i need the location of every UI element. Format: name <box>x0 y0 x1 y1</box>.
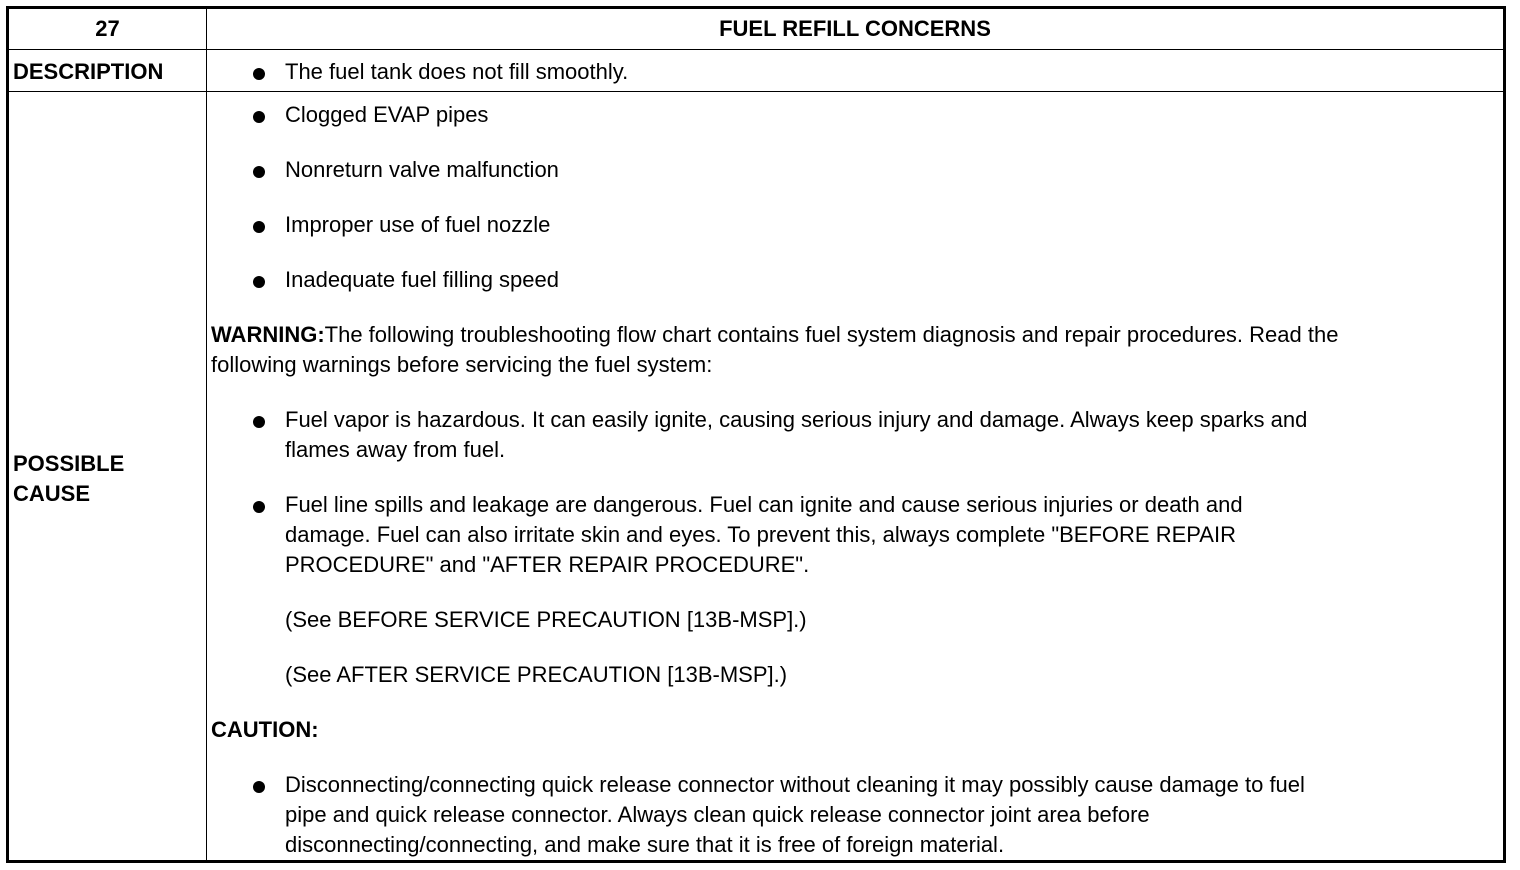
bullet-icon <box>253 501 265 513</box>
warning-text: following warnings before servicing the fuel system: <box>211 352 713 377</box>
troubleshooting-number: 27 <box>95 16 120 41</box>
cause-item: Improper use of fuel nozzle <box>285 212 551 237</box>
description-item: The fuel tank does not fill smoothly. <box>285 59 629 84</box>
warning-item: Fuel vapor is hazardous. It can easily ignite, causing serious injury and damage. Always keep sparks and flames away from fuel. <box>285 407 1308 462</box>
possible-cause-content <box>207 9 1503 860</box>
description-label: DESCRIPTION <box>13 59 164 84</box>
after-service-precaution-link[interactable]: AFTER SERVICE PRECAUTION <box>336 662 662 687</box>
bullet-icon <box>253 166 265 178</box>
warning-paragraph <box>211 320 1501 380</box>
bullet-icon <box>253 276 265 288</box>
before-service-precaution-link[interactable]: BEFORE SERVICE PRECAUTION <box>337 607 681 632</box>
see-after-reference: (See AFTER SERVICE PRECAUTION [13B-MSP].) <box>285 662 788 687</box>
cause-item: Inadequate fuel filling speed <box>285 267 559 292</box>
caution-label: CAUTION: <box>211 717 319 742</box>
possible-cause-label: POSSIBLE CAUSE <box>13 451 125 506</box>
page-title: FUEL REFILL CONCERNS <box>719 16 991 41</box>
caution-item: Disconnecting/connecting quick release connector without cleaning it may possibly cause damage to fuel pipe and quick release connector. Always clean quick release connector joint area before disconnecting/connecting, and make sure that it is free of foreign material. <box>285 772 1305 857</box>
warning-label: WARNING: <box>211 322 325 347</box>
bullet-icon <box>253 416 265 428</box>
see-before-reference: (See BEFORE SERVICE PRECAUTION [13B-MSP].) <box>285 607 807 632</box>
troubleshooting-table <box>6 6 1506 863</box>
cause-item: Clogged EVAP pipes <box>285 102 489 127</box>
bullet-icon <box>253 781 265 793</box>
bullet-icon <box>253 111 265 123</box>
warning-item: Fuel line spills and leakage are dangerous. Fuel can ignite and cause serious injuries or death and damage. Fuel can also irritate skin and eyes. To prevent this, always complete "BEFORE REPAIR PROCEDURE" and "AFTER REPAIR PROCEDURE". <box>285 492 1243 577</box>
cause-item: Nonreturn valve malfunction <box>285 157 559 182</box>
warning-text: The following troubleshooting flow chart contains fuel system diagnosis and repair procedures. Read the <box>324 322 1339 347</box>
bullet-icon <box>253 221 265 233</box>
